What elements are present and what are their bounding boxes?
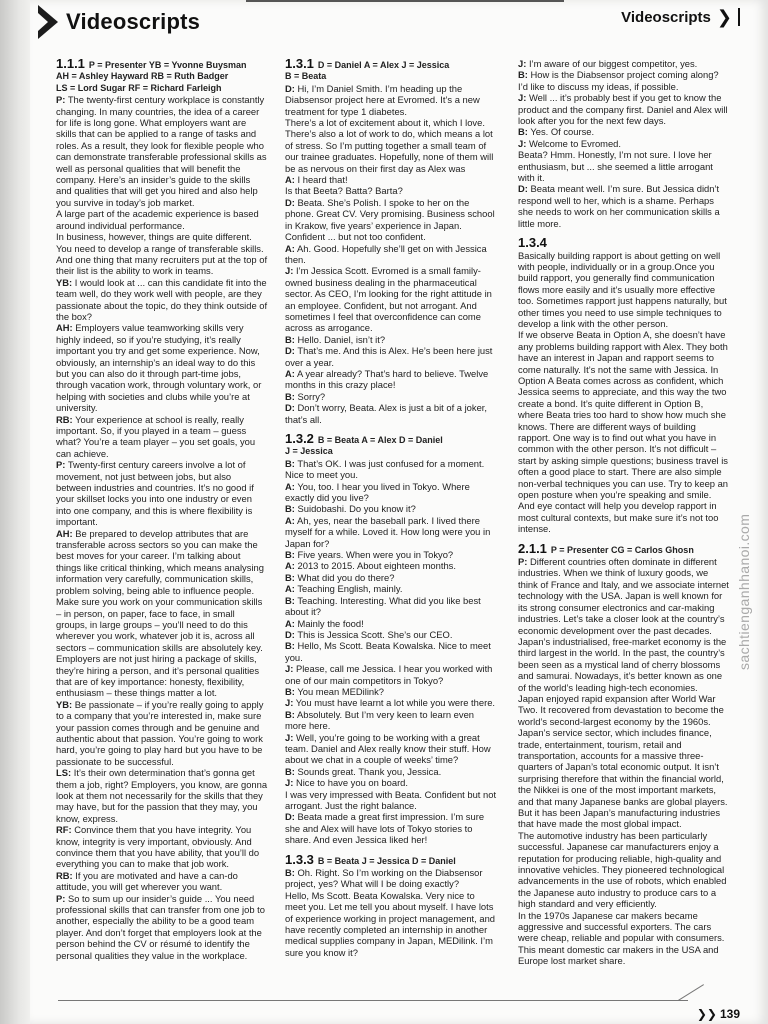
script-line <box>285 458 497 481</box>
script-line <box>285 345 497 368</box>
section-1-3-1 <box>285 58 497 425</box>
script-line <box>56 277 268 323</box>
script-line <box>285 560 497 571</box>
script-line <box>285 583 497 594</box>
line-text: Teaching. Interesting. What did you like best about it? <box>285 594 481 618</box>
line-text: Mainly the food! <box>297 617 364 629</box>
line-text: In the 1970s Japanese car makers became aggressive and successful exporters. The cars were cheap, reliable and popular with consumers. This meant domestic car makers in the USA and Europe lost market share. <box>518 909 725 967</box>
section-1-3-4 <box>518 237 730 535</box>
speaker-label: J: <box>518 92 527 104</box>
line-text: Basically building rapport is about getting on well with people, individually or in a group.Once you build rapport, you generally find communication flows more easily and it’s usually more effective too. Sometimes rapport just happens naturally, but other times you need to use simple techniques to develop a link with the other person. <box>518 249 727 329</box>
speaker-label: A: <box>285 617 295 629</box>
line-text: I heard that! <box>297 174 348 186</box>
line-text: Sorry? <box>297 390 326 402</box>
script-line <box>56 824 268 870</box>
line-text: The twenty-first century workplace is constantly changing. In many countries, the idea of a career for life is long gone. What employers want are skills that can be applied to a range of tasks and roles. As a result, they look for flexible people who can demonstrate transferable professional skills as well as personal qualities that will benefit the company. Here’s an insider’s guide to the skills and qualities that will get you hired and also help you survive in today’s job market. <box>56 94 267 208</box>
line-text: Please, call me Jessica. I hear you worked with one of our main competitors in Tokyo? <box>285 663 493 686</box>
line-text: I was very impressed with Beata. Confident but not arrogant. Just the right balance. <box>285 788 497 811</box>
script-line <box>285 402 497 425</box>
script-line <box>285 640 497 663</box>
speaker-label: D: <box>285 345 295 357</box>
line-text: The automotive industry has been particularly successful. Japanese car manufacturers enjoy a reputation for producing reliable, high-quality and innovative vehicles. They pioneered technological advancements in the use of robots, which enabled the Japanese auto industry to produce cars to a high standard and very efficiently. <box>518 829 727 910</box>
script-line <box>285 243 497 266</box>
script-line <box>285 811 497 845</box>
line-text: Convince them that you have integrity. You know, integrity is very important, obviously. And convince them that you have ability, that you’ll do everything you can to make that job work. <box>56 824 260 870</box>
book-binding-shadow <box>0 0 34 1024</box>
speaker-label: B: <box>518 126 528 138</box>
speaker-label: D: <box>285 82 295 94</box>
speaker-label: J: <box>285 731 294 743</box>
line-text: If you are motivated and have a can-do attitude, you will get wherever you want. <box>56 869 238 893</box>
line-text: Absolutely. But I’m very keen to learn even more here. <box>285 708 474 732</box>
speaker-label: D: <box>285 628 295 640</box>
script-line <box>285 83 497 117</box>
speaker-label: B: <box>285 640 295 652</box>
line-text: You mean MEDilink? <box>297 685 385 697</box>
script-line <box>285 265 497 333</box>
script-line <box>285 789 497 812</box>
line-text: Sounds great. Thank you, Jessica. <box>297 765 442 777</box>
speaker-label: B: <box>285 549 295 561</box>
speaker-label: D: <box>518 183 528 195</box>
footer-divider <box>58 1000 688 1001</box>
line-text: Japan’s service sector, which includes finance, trade, entertainment, tourism, retail and transportation, accounts for a massive three-quarters of Japan’s total economic output. It isn’t surprising therefore that within the financial world, the Nikkei is one of the most important markets, and that many Japanese banks are global players. <box>518 727 728 807</box>
line-text: Hello, Ms Scott. Beata Kowalska. Very nice to meet you. Let me tell you about myself. I have lots of experience working in project management, and have recently completed an internship in another medical supplies company in Japan, MEDilink. I’m sure you know it? <box>285 889 496 958</box>
script-line <box>518 58 730 69</box>
section-number: 1.3.1 <box>285 56 314 71</box>
line-text: How is the Diabsensor project coming along? I’d like to discuss my ideas, if possible. <box>518 69 719 92</box>
line-text: Japan’s industrialised, free-market economy is the third largest in the world. In the past, the country’s been seen as a mystical land of cherry blossoms and samurai. Nowadays, it’s better known as one of the world’s leading high-tech economies. <box>518 635 727 693</box>
line-text: Twenty-first century careers involve a lot of movement, not just between jobs, but also between industries and countries. It’s no good if your skillset locks you into one industry or even into one company, and this is where flexibility is important. <box>56 459 254 528</box>
header-right <box>621 8 740 26</box>
section-1-3-2 <box>285 433 497 846</box>
script-line <box>285 663 497 686</box>
line-text: Nice to have you on board. <box>295 777 409 789</box>
line-text: Ah. Good. Hopefully she’ll get on with Jessica then. <box>285 242 487 265</box>
line-text: Hello. Daniel, isn’t it? <box>297 333 386 345</box>
line-text: I would look at ... can this candidate fit into the team well, do they work well with people, are they passionate about the topic, do they think outside of the box? <box>56 276 268 322</box>
script-line <box>285 481 497 504</box>
line-text: Oh. Right. So I’m working on the Diabsensor project, yes? What will I be doing exactly? <box>285 867 483 890</box>
script-line <box>285 867 497 890</box>
line-text: A large part of the academic experience is based around individual performance. <box>56 208 259 231</box>
cast-list: J = Jessica <box>285 446 333 457</box>
line-text: Well, you’re going to be working with a great team. Daniel and Alex really know their stuff. How about we chat in a couple of weeks’ time? <box>285 731 491 766</box>
page-number-text: 139 <box>719 1007 740 1021</box>
section-number: 2.1.1 <box>518 540 547 556</box>
line-text: Suidobashi. Do you know it? <box>297 503 416 515</box>
line-text: Employers are not just hiring a package of skills, they’re hiring a person, and it’s personal qualities that are of key importance: honesty, flexibility, enthusiasm – these things matter a lot. <box>56 653 260 699</box>
page-title: Videoscripts <box>66 9 201 34</box>
speaker-label: P: <box>56 94 66 106</box>
line-text: 2013 to 2015. About eighteen months. <box>297 560 456 572</box>
bar-icon <box>738 8 740 26</box>
script-line <box>56 893 268 961</box>
script-line <box>518 183 730 229</box>
line-text: This is Jessica Scott. She’s our CEO. <box>297 628 453 640</box>
line-text: Beata meant well. I’m sure. But Jessica didn’t respond well to her, which is a shame. Perhaps she needs to work on her communication skills a little more. <box>518 183 720 229</box>
double-chevron-icon: ❯❯ <box>696 1007 717 1021</box>
script-lines <box>285 867 497 958</box>
script-line <box>56 528 268 653</box>
script-line <box>518 329 730 534</box>
script-line <box>518 92 730 126</box>
line-text: If we observe Beata in Option A, she doesn’t have any problems building rapport with Alex. They both have an interest in Japan and rapport seems to come naturally. It’s not the same with Jessica. In Option A Beata comes across as confident, which Jessica seems to appreciate, and this way the two create a bond. It’s quite different in Option B, where Beata tries too hard to show how much she knows. There are different ways of building rapport. One way is to find out what you have in common with the other person. It’s not difficult – start by asking simple questions; business travel is often a good place to start. There are also simple non-verbal techniques you can use. Try to keep an open posture when you’re speaking and smile. And eye contact will help you develop rapport in most cultural contexts, but make sure it’s not too intense. <box>518 329 729 535</box>
line-text: You, too. I hear you lived in Tokyo. Where exactly did you live? <box>285 480 470 504</box>
script-line <box>518 556 730 636</box>
page-number <box>697 1007 740 1021</box>
script-line <box>518 693 730 727</box>
speaker-label: A: <box>285 560 295 572</box>
speaker-label: B: <box>285 503 295 515</box>
line-text: Is that Beeta? Batta? Barta? <box>285 185 403 197</box>
speaker-label: AH: <box>56 322 73 334</box>
script-line <box>518 149 730 183</box>
script-line <box>285 709 497 732</box>
line-text: Beata? Hmm. Honestly, I’m not sure. I love her enthusiasm, but ... she seemed a little arrogant with it. <box>518 149 713 184</box>
running-head: Videoscripts <box>621 8 711 26</box>
column-3 <box>518 58 730 967</box>
script-line <box>285 515 497 549</box>
script-line <box>56 208 268 231</box>
speaker-label: J: <box>518 58 527 69</box>
section-number: 1.3.4 <box>518 235 547 251</box>
cast-list: D = Daniel A = Alex J = Jessica <box>317 60 450 70</box>
script-line <box>285 549 497 560</box>
line-text: Hi, I’m Daniel Smith. I’m heading up the Diabsensor project here at Evromed. It’s a new treatment for type 1 diabetes. <box>285 82 480 117</box>
line-text: Don’t worry, Beata. Alex is just a bit of a joker, that’s all. <box>285 402 488 425</box>
script-line <box>56 94 268 208</box>
cast-list: P = Presenter YB = Yvonne Buysman <box>88 60 247 70</box>
line-text: Welcome to Evromed. <box>528 137 621 149</box>
header-left <box>38 0 258 44</box>
script-line <box>285 391 497 402</box>
script-line <box>518 138 730 149</box>
script-line <box>285 197 497 243</box>
script-lines <box>285 83 497 425</box>
speaker-label: B: <box>285 765 295 777</box>
script-line <box>285 686 497 697</box>
speaker-label: J: <box>285 663 294 675</box>
line-text: That’s me. And this is Alex. He’s been here just over a year. <box>285 345 493 368</box>
script-line <box>285 618 497 629</box>
line-text: I’m Jessica Scott. Evromed is a small family-owned business dealing in the pharmaceutical sector. As CEO, I’m looking for the right attitude in an employee. Confident, but not arrogant. And sometimes I feel that overconfidence can come across as arrogance. <box>285 265 492 334</box>
speaker-label: B: <box>285 390 295 402</box>
script-line <box>285 732 497 766</box>
script-line <box>56 322 268 413</box>
speaker-label: J: <box>285 697 294 709</box>
line-text: That’s OK. I was just confused for a moment. Nice to meet you. <box>285 457 485 481</box>
cast-list: B = Beata J = Jessica D = Daniel <box>317 855 456 866</box>
line-text: Teaching English, mainly. <box>297 583 403 595</box>
script-line <box>56 653 268 699</box>
speaker-label: J: <box>285 265 294 277</box>
speaker-label: D: <box>285 811 295 823</box>
script-line <box>56 459 268 527</box>
speaker-label: B: <box>285 867 295 879</box>
script-line <box>56 870 268 893</box>
cast-list: AH = Ashley Hayward RB = Ruth Badger <box>56 71 229 82</box>
speaker-label: B: <box>285 685 295 697</box>
speaker-label: A: <box>285 583 295 595</box>
line-text: Be passionate – if you’re really going to apply to a company that you’re interested in, make sure your passion comes through and be genuine and authentic about that passion. You’re going to work hard, you’re going to play hard but you have to be passionate to be successful. <box>56 698 264 767</box>
script-line <box>56 231 268 277</box>
script-line <box>285 766 497 777</box>
column-1 <box>56 58 268 961</box>
script-line <box>285 334 497 345</box>
line-text: A year already? That’s hard to believe. Twelve months in this crazy place! <box>285 367 489 391</box>
line-text: Five years. When were you in Tokyo? <box>297 549 454 561</box>
section-2-1-1 <box>518 540 730 967</box>
speaker-label: A: <box>285 242 295 254</box>
cast-list: LS = Lord Sugar RF = Richard Farleigh <box>56 82 222 93</box>
speaker-label: J: <box>285 777 294 789</box>
script-lines <box>518 250 730 535</box>
script-line <box>518 126 730 137</box>
column-2 <box>285 58 497 958</box>
line-text: In business, however, things are quite different. You need to develop a range of transferable skills. And one thing that many recruiters put at the top of their list is the ability to work in teams. <box>56 231 268 277</box>
line-text: Beata made a great first impression. I’m sure she and Alex will have lots of Tokyo stories to share. And even Jessica liked her! <box>285 811 485 846</box>
script-line <box>56 767 268 824</box>
section-1-1-1 <box>56 58 268 961</box>
section-1-3-3-continued <box>518 58 730 229</box>
speaker-label: B: <box>285 333 295 345</box>
line-text: I’m aware of our biggest competitor, yes. <box>528 58 698 69</box>
line-text: Beata. She’s Polish. I spoke to her on the phone. Great CV. Very promising. Business school in Krakow, five years’ experience in Japan. Confident ... but not too confident. <box>285 196 495 243</box>
line-text: There’s a lot of excitement about it, which I love. There’s also a lot of work to do, which means a lot of stress. So I’m putting together a small team of our trainee graduates. Hopefully, none of them will be as nervous on their first day as Alex was <box>285 117 494 174</box>
speaker-label: RB: <box>56 413 73 425</box>
speaker-label: P: <box>518 556 528 568</box>
script-line <box>56 414 268 460</box>
script-line <box>518 830 730 910</box>
speaker-label: A: <box>285 174 295 186</box>
section-1-3-3 <box>285 851 497 959</box>
line-text: Ah, yes, near the baseball park. I lived there myself for a while. Loved it. How long were you in Japan for? <box>285 514 491 549</box>
script-line <box>518 910 730 967</box>
script-line <box>56 699 268 767</box>
line-text: What did you do there? <box>297 571 395 583</box>
speaker-label: P: <box>56 892 66 904</box>
line-text: You must have learnt a lot while you were there. <box>295 697 496 709</box>
script-line <box>285 503 497 514</box>
script-lines <box>56 94 268 961</box>
section-number: 1.3.3 <box>285 851 314 867</box>
line-text: Japan enjoyed rapid expansion after World War Two. It recovered from devastation to become the world’s second-largest economy by the 1960s. <box>518 692 724 727</box>
line-text: Your experience at school is really, really important. So, if you played in a team – guess what? You’re a team player – you set goals, you can achieve. <box>56 413 256 459</box>
script-line <box>518 250 730 330</box>
section-number: 1.1.1 <box>56 56 85 71</box>
script-line <box>285 572 497 583</box>
script-lines <box>518 58 730 229</box>
line-text: Be prepared to develop attributes that are transferable across sectors so you can make the best moves for your career. I’m talking about things like critical thinking, which means analysing information very carefully, communication skills, problem solving, being able to influence people. Make sure you work on your communication skills – in person, on paper, face to face, in small groups, in large groups – you’ll need to do this wherever you work, whatever job it is, across all sectors – communication skills are absolutely key. <box>56 527 264 653</box>
speaker-label: B: <box>285 457 295 469</box>
speaker-label: B: <box>285 571 295 583</box>
line-text: It’s their own determination that’s gonna get them a job, right? Employers, you know, are gonna look at them not necessarily for the skills that they may have, but for the passion that they may, you know, express. <box>56 767 268 824</box>
script-line <box>518 727 730 807</box>
line-text: Hello, Ms Scott. Beata Kowalska. Nice to meet you. <box>285 640 491 663</box>
cast-list: P = Presenter CG = Carlos Ghosn <box>550 544 694 555</box>
script-line <box>285 595 497 618</box>
script-lines <box>285 458 497 846</box>
script-line <box>518 807 730 830</box>
script-line <box>285 697 497 708</box>
line-text: But it has been Japan’s manufacturing industries that have made the most global impact. <box>518 807 721 830</box>
script-line <box>285 777 497 788</box>
speaker-label: B: <box>518 69 528 81</box>
header-divider <box>246 0 564 2</box>
speaker-label: B: <box>285 594 295 606</box>
speaker-label: RF: <box>56 824 72 836</box>
script-line <box>285 174 497 185</box>
line-text: Employers value teamworking skills very highly indeed, so if you’re studying, it’s really important you try and get some experience. Now, obviously, an internship’s an ideal way to do this but you can also do it through part-time jobs, through vacation work, through voluntary work, or helping with societies and clubs while you’re at university. <box>56 322 262 414</box>
double-chevron-icon: ❯ <box>716 7 732 27</box>
speaker-label: YB: <box>56 698 73 710</box>
cast-list: B = Beata <box>285 71 327 82</box>
speaker-label: LS: <box>56 767 72 779</box>
speaker-label: D: <box>285 196 295 208</box>
line-text: Different countries often dominate in different industries. When we think of luxury goods, we think of France and Italy, and we associate internet technology with the USA. Japan is well known for its strong consumer electronics and car-making industries. Let’s take a closer look at the country’s economic development over the past decades. <box>518 556 729 636</box>
watermark: sachtienganhhanoi.com <box>736 513 752 670</box>
script-line <box>518 69 730 92</box>
speaker-label: YB: <box>56 276 73 288</box>
speaker-label: P: <box>56 459 66 471</box>
chevron-right-icon <box>38 5 58 39</box>
speaker-label: D: <box>285 402 295 414</box>
speaker-label: AH: <box>56 527 73 539</box>
script-line <box>285 117 497 174</box>
line-text: So to sum up our insider’s guide ... You need professional skills that can transfer from one job to another, especially the ability to be a good team player. And don’t forget that employers look at the person behind the CV or résumé to identify the personal qualities they value in the workplace. <box>56 892 265 961</box>
line-text: Well ... it’s probably best if you get to know the product and the company first. Daniel and Alex will look after you for the next few days. <box>518 92 728 127</box>
script-lines <box>518 556 730 967</box>
section-number: 1.3.2 <box>285 431 314 446</box>
script-line <box>285 368 497 391</box>
speaker-label: B: <box>285 708 295 720</box>
speaker-label: A: <box>285 480 295 492</box>
script-line <box>285 890 497 958</box>
line-text: Yes. Of course. <box>530 126 595 138</box>
speaker-label: J: <box>518 137 527 149</box>
cast-list: B = Beata A = Alex D = Daniel <box>317 435 443 445</box>
script-line <box>518 636 730 693</box>
speaker-label: RB: <box>56 869 73 881</box>
speaker-label: A: <box>285 514 295 526</box>
speaker-label: A: <box>285 367 295 379</box>
script-line <box>285 185 497 196</box>
script-line <box>285 629 497 640</box>
